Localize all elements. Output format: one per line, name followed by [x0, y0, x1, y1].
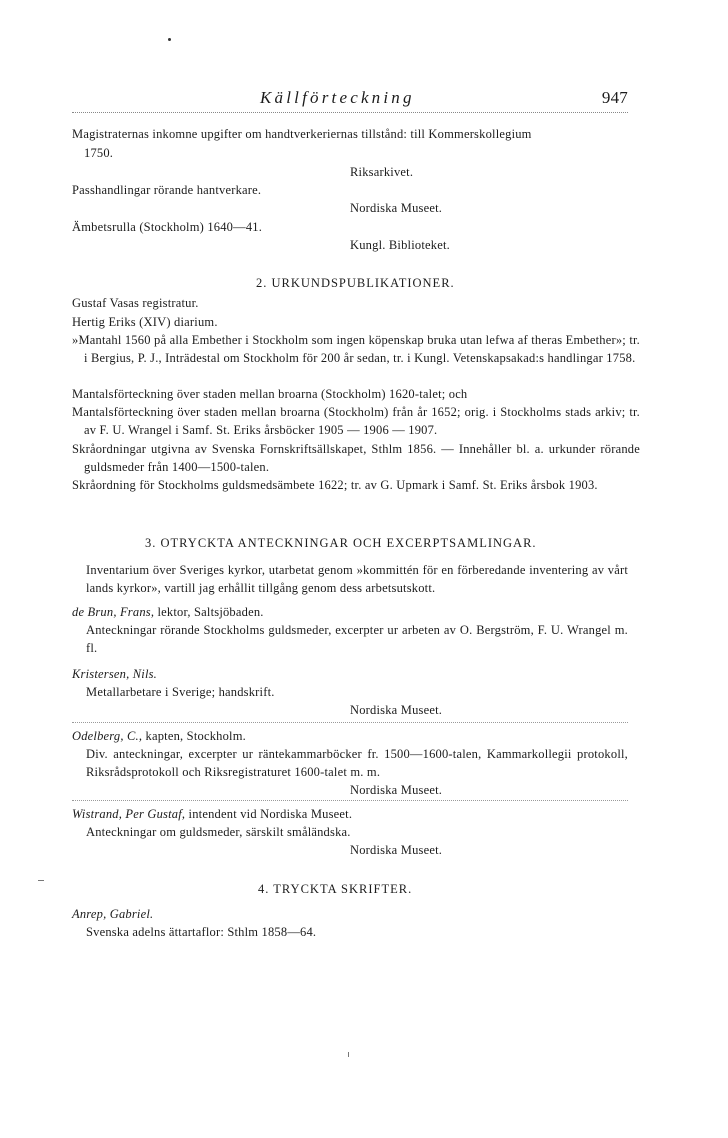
source-entry-line: 1750.	[84, 146, 114, 160]
person-entry	[72, 604, 264, 620]
publication-entry: Mantalsförteckning över staden mellan broarna (Stockholm) från år 1652; orig. i Stockholms stads arkiv; tr. av F. U. Wrangel i Samf. St. Eriks årsböcker 1905 — 1906 — 1907.	[72, 405, 640, 437]
work-description: Svenska adelns ättartaflor: Sthlm 1858—64.	[86, 925, 317, 939]
page-header	[72, 88, 628, 116]
holding-institution: Nordiska Museet.	[350, 703, 443, 717]
section-heading: 4. TRYCKTA SKRIFTER.	[258, 882, 413, 896]
holding-institution: Nordiska Museet.	[350, 843, 443, 857]
holding-institution: Riksarkivet.	[350, 165, 414, 179]
person-name: de Brun, Frans,	[72, 605, 155, 619]
entry-separator	[72, 722, 628, 723]
author-name: Anrep, Gabriel.	[72, 907, 154, 921]
inventory-note: Inventarium över Sveriges kyrkor, utarbetat genom »kommittén för en förberedande inventering av vårt lands kyrkor», vartill jag erhållit tillgång genom dess arbetsutskott.	[86, 563, 628, 595]
header-rule	[72, 112, 628, 113]
person-description: Div. anteckningar, excerpter ur räntekammarböcker fr. 1500—1600-talen, Kammarkollegii protokoll, Riksrådsprotokoll och Riksregistraturet 1600-talet m. m.	[86, 747, 628, 779]
publication-entry: Skråordningar utgivna av Svenska Fornskriftsällskapet, Sthlm 1856. — Innehåller bl. a. urkunder rörande guldsmeder från 1400—1500-talen.	[72, 442, 640, 474]
person-entry	[72, 666, 157, 682]
holding-institution: Nordiska Museet.	[350, 783, 443, 797]
person-description: Metallarbetare i Sverige; handskrift.	[86, 685, 275, 699]
person-title: kapten, Stockholm.	[142, 729, 246, 743]
person-entry	[72, 728, 246, 744]
source-entry: Passhandlingar rörande hantverkare.	[72, 183, 262, 197]
person-description: Anteckningar om guldsmeder, särskilt småländska.	[86, 825, 351, 839]
publication-entry: Skråordning för Stockholms guldsmedsämbete 1622; tr. av G. Upmark i Samf. St. Eriks årsbok 1903.	[72, 478, 598, 492]
running-head: Källförteckning	[260, 88, 415, 107]
person-description: Anteckningar rörande Stockholms guldsmeder, excerpter ur arbeten av O. Bergström, F. U. Wrangel m. fl.	[86, 623, 628, 655]
print-speck	[168, 38, 171, 41]
margin-mark	[38, 880, 44, 881]
holding-institution: Nordiska Museet.	[350, 201, 443, 215]
publication-entry: »Mantahl 1560 på alla Embether i Stockholm som ingen köpenskap bruka utan lefwa af theras Embether»; tr. i Bergius, P. J., Inträdestal om Stockholm för 200 år sedan, tr. i Kungl. Vetenskapsakad:s handlingar 1758.	[72, 333, 640, 365]
publication-entry: Mantalsförteckning över staden mellan broarna (Stockholm) 1620-talet; och	[72, 387, 468, 401]
holding-institution: Kungl. Biblioteket.	[350, 238, 450, 252]
page-number: 947	[601, 88, 628, 107]
person-name: Wistrand, Per Gustaf,	[72, 807, 186, 821]
person-entry	[72, 806, 352, 822]
section-heading: 3. OTRYCKTA ANTECKNINGAR OCH EXCERPTSAMLINGAR.	[145, 536, 537, 550]
source-entry-line: Magistraternas inkomne upgifter om handtverkeriernas tillstånd: till Kommerskollegium	[72, 127, 532, 141]
person-title: intendent vid Nordiska Museet.	[185, 807, 353, 821]
section-heading: 2. URKUNDSPUBLIKATIONER.	[256, 276, 455, 290]
publication-entry: Hertig Eriks (XIV) diarium.	[72, 315, 218, 329]
person-title: lektor, Saltsjöbaden.	[154, 605, 264, 619]
source-entry: Ämbetsrulla (Stockholm) 1640—41.	[72, 220, 263, 234]
publication-entry: Gustaf Vasas registratur.	[72, 296, 199, 310]
print-speck	[348, 1052, 349, 1057]
entry-separator	[72, 800, 628, 801]
person-name: Kristersen, Nils.	[72, 667, 158, 681]
person-name: Odelberg, C.,	[72, 729, 143, 743]
